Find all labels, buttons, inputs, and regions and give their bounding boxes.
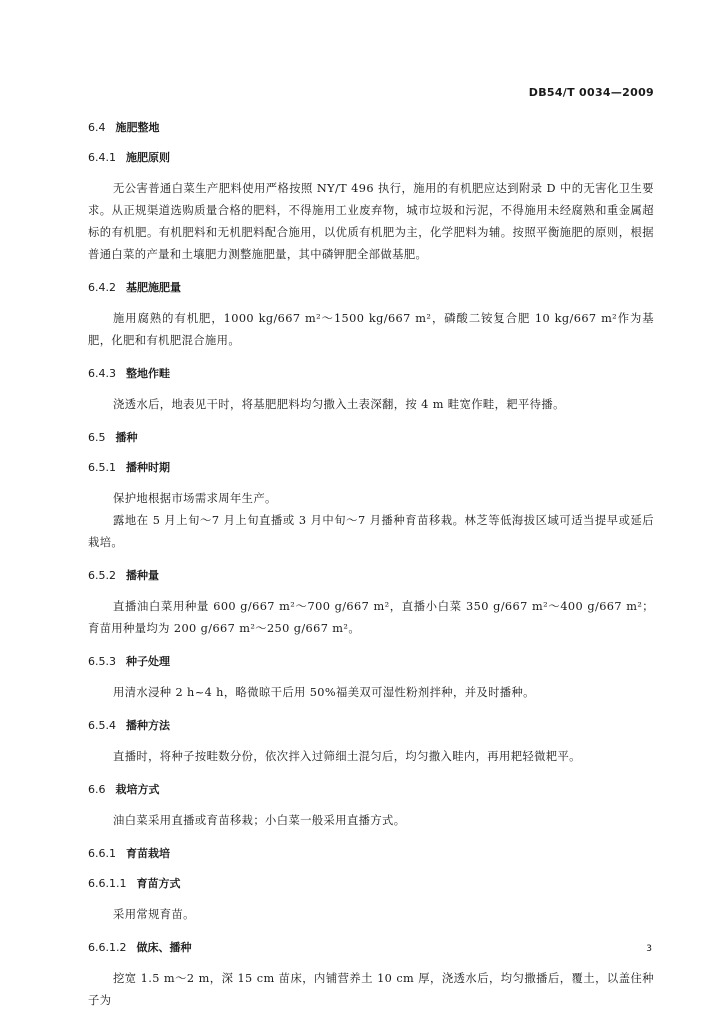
body-paragraph: 露地在 5 月上旬～7 月上旬直播或 3 月中旬～7 月播种育苗移栽。林芝等低海拔区域可适当提早或延后栽培。 (88, 514, 654, 549)
section-heading (88, 150, 654, 166)
section-title: 播种 (115, 431, 138, 444)
section-heading (88, 120, 654, 136)
section-heading (88, 654, 654, 670)
section-title: 栽培方式 (115, 783, 160, 796)
section-number: 6.6 (88, 783, 106, 796)
section-heading (88, 568, 654, 584)
section-number: 6.4.1 (88, 151, 116, 164)
body-paragraph: 施用腐熟的有机肥，1000 kg/667 m²～1500 kg/667 m²，磷酸二铵复合肥 10 kg/667 m²作为基肥，化肥和有机肥混合施用。 (88, 312, 654, 347)
section-title: 育苗栽培 (126, 847, 170, 860)
section-number: 6.6.1.1 (88, 877, 127, 890)
body-paragraph: 直播时，将种子按畦数分份，依次拌入过筛细土混匀后，均匀撒入畦内，再用耙轻微耙平。 (113, 750, 581, 763)
section-number: 6.6.1.2 (88, 941, 127, 954)
section-heading (88, 846, 654, 862)
document-code: DB54/T 0034—2009 (528, 86, 654, 99)
section-title: 整地作畦 (126, 367, 170, 380)
section-title: 播种方法 (126, 719, 170, 732)
document-body (88, 120, 654, 1012)
section-heading (88, 366, 654, 382)
section-number: 6.5.4 (88, 719, 116, 732)
body-paragraph: 直播油白菜用种量 600 g/667 m²～700 g/667 m²，直播小白菜 350 g/667 m²～400 g/667 m²；育苗用种量均为 200 g/667 m²～250 g/667 m²。 (88, 600, 654, 635)
section-heading (88, 718, 654, 734)
body-paragraph: 油白菜采用直播或育苗移栽；小白菜一般采用直播方式。 (113, 814, 406, 827)
section-title: 种子处理 (126, 655, 170, 668)
section-number: 6.5.1 (88, 461, 116, 474)
section-title: 播种量 (126, 569, 159, 582)
section-heading (88, 876, 654, 892)
section-heading (88, 782, 654, 798)
section-heading (88, 940, 654, 956)
section-title: 播种时期 (126, 461, 170, 474)
section-heading (88, 280, 654, 296)
section-number: 6.4.3 (88, 367, 116, 380)
body-paragraph: 浇透水后，地表见干时，将基肥肥料均匀撒入土表深翻，按 4 m 畦宽作畦，耙平待播。 (113, 398, 565, 411)
section-number: 6.4 (88, 121, 106, 134)
page-number: 3 (646, 944, 652, 954)
body-paragraph: 挖宽 1.5 m～2 m，深 15 cm 苗床，内铺营养土 10 cm 厚，浇透水后，均匀撒播后，覆土，以盖住种子为 (88, 972, 654, 1007)
section-number: 6.5.2 (88, 569, 116, 582)
body-paragraph: 保护地根据市场需求周年生产。 (113, 492, 277, 505)
section-number: 6.6.1 (88, 847, 116, 860)
body-paragraph: 采用常规育苗。 (113, 908, 195, 921)
section-title: 育苗方式 (136, 877, 181, 890)
section-heading (88, 430, 654, 446)
section-title: 施肥整地 (115, 121, 160, 134)
section-number: 6.5.3 (88, 655, 116, 668)
section-heading (88, 460, 654, 476)
section-title: 基肥施肥量 (126, 281, 181, 294)
section-title: 施肥原则 (126, 151, 170, 164)
section-number: 6.5 (88, 431, 106, 444)
body-paragraph: 无公害普通白菜生产肥料使用严格按照 NY/T 496 执行，施用的有机肥应达到附录 D 中的无害化卫生要求。从正规渠道选购质量合格的肥料，不得施用工业废弃物，城市垃圾和污泥，不得施用未经腐熟和重金属超标的有机肥。有机肥料和无机肥料配合施用，以优质有机肥为主，化学肥料为辅。按照平衡施肥的原则，根据普通白菜的产量和土壤肥力测整施肥量，其中磷钾肥全部做基肥。 (88, 182, 654, 261)
section-number: 6.4.2 (88, 281, 116, 294)
body-paragraph: 用清水浸种 2 h~4 h，略微晾干后用 50%福美双可湿性粉剂拌种，并及时播种。 (113, 686, 535, 699)
section-title: 做床、播种 (136, 941, 192, 954)
